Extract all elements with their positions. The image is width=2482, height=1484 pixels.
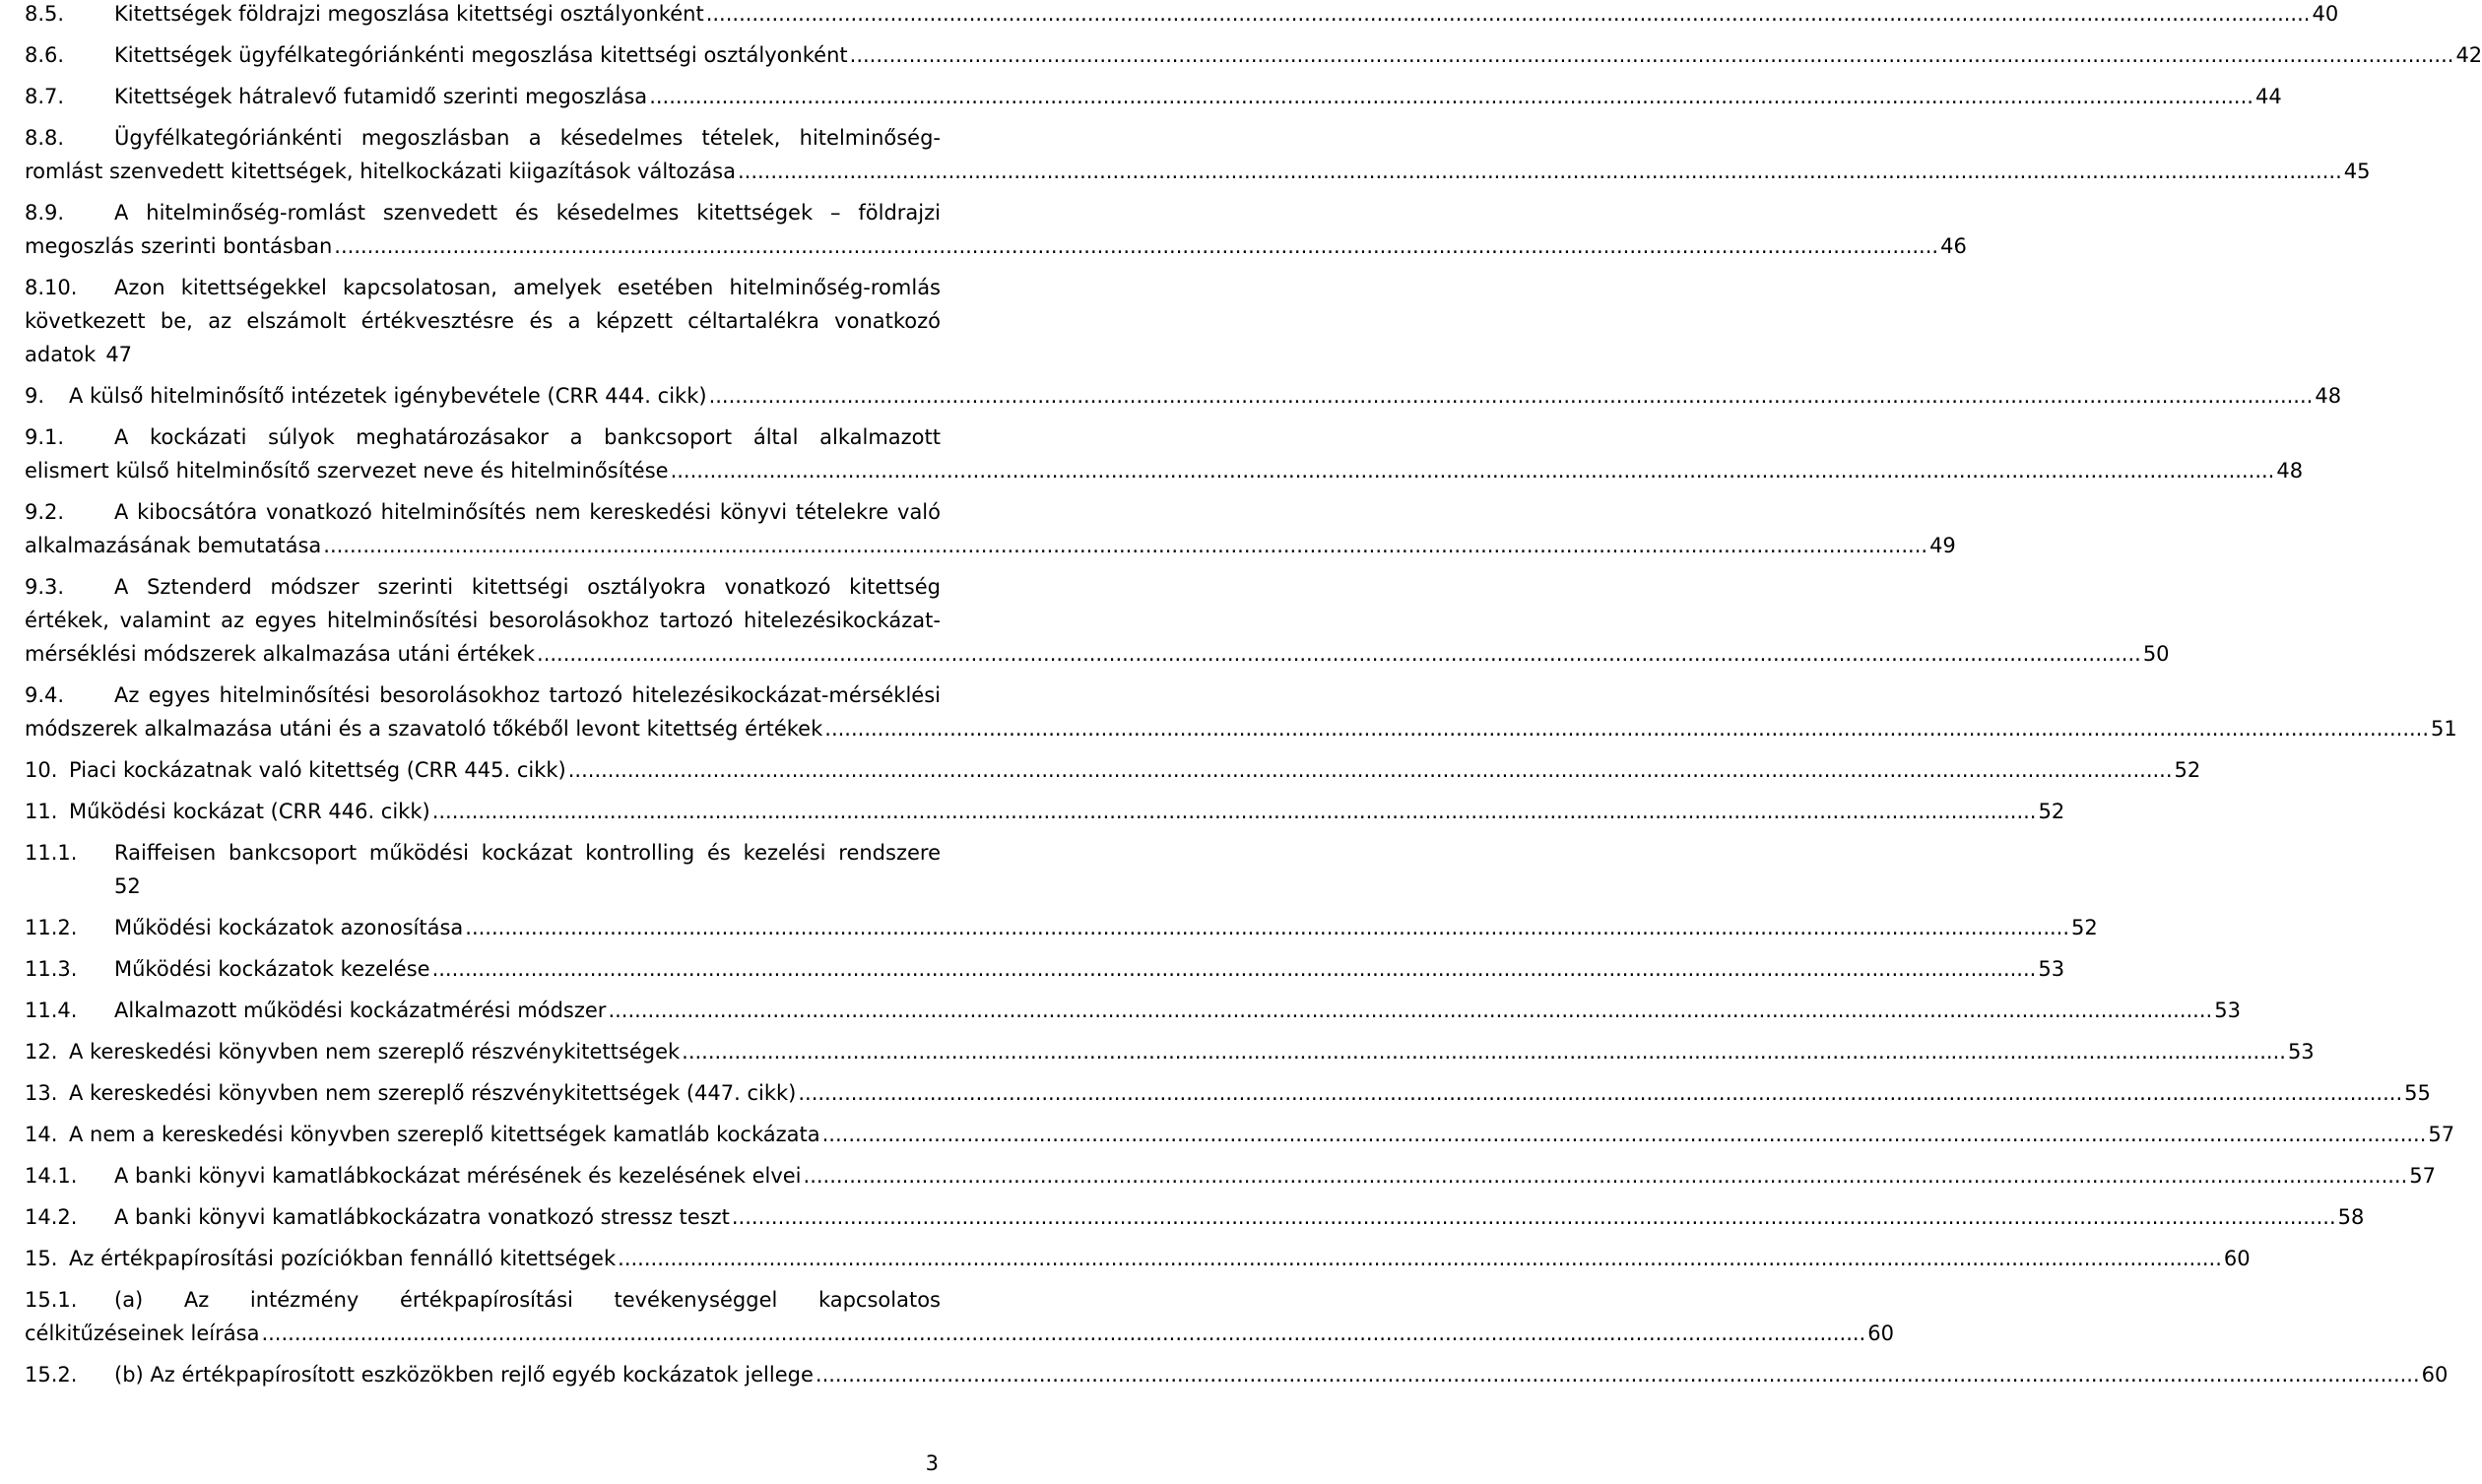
toc-title-line: A kockázati súlyok meghatározásakor a bankcsoport által alkalmazott xyxy=(114,425,941,449)
leader-dots xyxy=(804,1159,2408,1193)
toc-entry[interactable] xyxy=(25,836,941,903)
leader-dots xyxy=(738,155,2342,188)
toc-entry[interactable] xyxy=(25,495,1956,562)
toc-title-line: megoszlás szerinti bontásban xyxy=(25,234,333,258)
leader-dots xyxy=(334,229,1938,263)
toc-title-line: (a) Az intézmény értékpapírosítási tevékenységgel kapcsolatos xyxy=(114,1288,941,1312)
toc-page: 53 xyxy=(2287,1040,2315,1064)
leader-dots xyxy=(432,952,2037,986)
toc-page: 58 xyxy=(2337,1205,2365,1229)
toc-number: 11. xyxy=(25,800,58,823)
toc-number: 13. xyxy=(25,1081,58,1105)
toc-page: 50 xyxy=(2142,642,2170,666)
toc-entry[interactable] xyxy=(25,570,2170,671)
leader-dots xyxy=(709,379,2314,413)
toc-title: Az értékpapírosítási pozíciókban fennálló kitettségek xyxy=(69,1247,617,1270)
toc-title-line: értékek, valamint az egyes hitelminősítési besorolásokhoz tartozó hitelezésikockázat- xyxy=(25,609,941,632)
leader-dots xyxy=(822,1118,2427,1151)
toc-title: Működési kockázatok azonosítása xyxy=(114,916,464,939)
leader-dots xyxy=(537,637,2141,671)
toc-page: 52 xyxy=(114,874,141,898)
toc-number: 14. xyxy=(25,1123,58,1146)
toc-number: 11.3. xyxy=(25,957,78,981)
toc-entry[interactable] xyxy=(25,121,2371,188)
toc-title: Kitettségek földrajzi megoszlása kitettségi osztályonként xyxy=(114,2,704,26)
toc-number: 8.8. xyxy=(25,126,65,150)
leader-dots xyxy=(671,454,2275,487)
toc-title: A banki könyvi kamatlábkockázatra vonatkozó stressz teszt xyxy=(114,1205,730,1229)
toc-entry[interactable] xyxy=(25,753,2201,787)
toc-number: 15. xyxy=(25,1247,58,1270)
toc-entry[interactable] xyxy=(25,379,2342,413)
toc-title-line: következett be, az elszámolt értékvesztésre és a képzett céltartalékra vonatkozó xyxy=(25,309,941,333)
leader-dots xyxy=(732,1200,2336,1234)
toc-title-line: célkitűzéseinek leírása xyxy=(25,1322,260,1345)
toc-entry[interactable] xyxy=(25,38,2482,72)
toc-page: 52 xyxy=(2174,758,2201,782)
leader-dots xyxy=(608,994,2212,1027)
toc-entry[interactable] xyxy=(25,420,2304,487)
toc-number: 12. xyxy=(25,1040,58,1064)
toc-page: 60 xyxy=(2223,1247,2251,1270)
toc-page: 42 xyxy=(2455,43,2482,67)
toc-page: 60 xyxy=(1867,1322,1894,1345)
leader-dots xyxy=(432,795,2037,828)
toc-title: Alkalmazott működési kockázatmérési módszer xyxy=(114,999,607,1022)
toc-entry[interactable] xyxy=(25,1035,2315,1068)
toc-page: 46 xyxy=(1940,234,1967,258)
toc-entry[interactable] xyxy=(25,80,2282,113)
leader-dots xyxy=(816,1358,2420,1391)
toc-title-line: romlást szenvedett kitettségek, hitelkockázati kiigazítások változása xyxy=(25,160,736,183)
leader-dots xyxy=(323,529,1927,562)
toc-title: Kitettségek ügyfélkategóriánkénti megoszlása kitettségi osztályonként xyxy=(114,43,848,67)
leader-dots xyxy=(682,1035,2286,1068)
toc-page: 48 xyxy=(2315,384,2342,408)
toc-entry[interactable] xyxy=(25,911,2098,944)
toc-page: 49 xyxy=(1929,534,1956,557)
toc-entry[interactable] xyxy=(25,1283,1894,1350)
toc-number: 9.1. xyxy=(25,425,65,449)
toc-title-line: A Sztenderd módszer szerinti kitettségi osztályokra vonatkozó kitettség xyxy=(114,575,941,599)
toc-entry[interactable] xyxy=(25,0,2339,31)
toc-title: Működési kockázatok kezelése xyxy=(114,957,430,981)
toc-number: 14.2. xyxy=(25,1205,78,1229)
toc-page: 51 xyxy=(2431,717,2457,741)
toc-number: 10. xyxy=(25,758,58,782)
toc-entry[interactable] xyxy=(25,1076,2431,1110)
toc-title: A kereskedési könyvben nem szereplő részvénykitettségek xyxy=(69,1040,681,1064)
toc-page: 55 xyxy=(2404,1081,2431,1105)
toc-title-line: Ügyfélkategóriánkénti megoszlásban a késedelmes tételek, hitelminőség- xyxy=(114,126,941,150)
toc-entry[interactable] xyxy=(25,1118,2455,1151)
leader-dots xyxy=(465,911,2069,944)
toc-title-line: alkalmazásának bemutatása xyxy=(25,534,322,557)
toc-page: 44 xyxy=(2254,85,2282,108)
toc-page: 52 xyxy=(2038,800,2065,823)
toc-number: 8.10. xyxy=(25,276,78,299)
toc-entry[interactable] xyxy=(25,1159,2437,1193)
toc-title: A banki könyvi kamatlábkockázat mérésének és kezelésének elvei xyxy=(114,1164,802,1188)
toc-title: (b) Az értékpapírosított eszközökben rejlő egyéb kockázatok jellege xyxy=(114,1363,814,1387)
toc-number: 8.5. xyxy=(25,2,65,26)
toc-number: 9.4. xyxy=(25,683,65,707)
toc-entry[interactable] xyxy=(25,678,2457,745)
toc-title: Működési kockázat (CRR 446. cikk) xyxy=(69,800,430,823)
toc-number: 11.2. xyxy=(25,916,78,939)
toc-page: 52 xyxy=(2071,916,2098,939)
toc-title-line: elismert külső hitelminősítő szervezet neve és hitelminősítése xyxy=(25,459,669,483)
toc-number: 9.3. xyxy=(25,575,65,599)
table-of-contents xyxy=(25,0,2482,1387)
toc-number: 11.4. xyxy=(25,999,78,1022)
toc-entry[interactable] xyxy=(25,795,2065,828)
toc-page: 45 xyxy=(2343,160,2371,183)
toc-entry[interactable] xyxy=(25,1358,2449,1391)
leader-dots xyxy=(261,1317,1865,1350)
leader-dots xyxy=(798,1076,2402,1110)
toc-number: 15.2. xyxy=(25,1363,78,1387)
leader-dots xyxy=(706,0,2311,31)
toc-title: A kereskedési könyvben nem szereplő részvénykitettségek (447. cikk) xyxy=(69,1081,797,1105)
toc-entry[interactable] xyxy=(25,1200,2365,1234)
toc-page: 57 xyxy=(2409,1164,2437,1188)
toc-page: 48 xyxy=(2276,459,2304,483)
toc-entry[interactable] xyxy=(25,1242,2251,1275)
leader-dots xyxy=(618,1242,2222,1275)
toc-title: A külső hitelminősítő intézetek igénybevétele (CRR 444. cikk) xyxy=(69,384,707,408)
toc-number: 14.1. xyxy=(25,1164,78,1188)
toc-page: 57 xyxy=(2428,1123,2455,1146)
toc-number: 9. xyxy=(25,384,45,408)
leader-dots xyxy=(850,38,2454,72)
toc-number: 8.6. xyxy=(25,43,65,67)
toc-page: 53 xyxy=(2214,999,2241,1022)
toc-number: 8.9. xyxy=(25,201,65,225)
toc-title-line: módszerek alkalmazása utáni és a szavatoló tőkéből levont kitettség értékek xyxy=(25,717,823,741)
toc-entry[interactable] xyxy=(25,196,1967,263)
toc-number: 8.7. xyxy=(25,85,65,108)
leader-dots xyxy=(649,80,2253,113)
toc-page: 40 xyxy=(2312,2,2339,26)
toc-title-line: adatok xyxy=(25,343,97,366)
toc-entry[interactable] xyxy=(25,271,941,371)
toc-title-line: Az egyes hitelminősítési besorolásokhoz tartozó hitelezésikockázat-mérséklési xyxy=(114,683,941,707)
toc-page: 60 xyxy=(2421,1363,2449,1387)
leader-dots xyxy=(824,712,2429,745)
toc-number: 11.1. xyxy=(25,841,78,865)
toc-title-line: mérséklési módszerek alkalmazása utáni értékek xyxy=(25,642,536,666)
toc-title-line: A hitelminőség-romlást szenvedett és késedelmes kitettségek – földrajzi xyxy=(114,201,941,225)
toc-title: Piaci kockázatnak való kitettség (CRR 445. cikk) xyxy=(69,758,566,782)
toc-number: 9.2. xyxy=(25,500,65,524)
toc-title: A nem a kereskedési könyvben szereplő kitettségek kamatláb kockázata xyxy=(69,1123,820,1146)
leader-dots xyxy=(568,753,2173,787)
toc-number: 15.1. xyxy=(25,1288,78,1312)
toc-entry[interactable] xyxy=(25,952,2065,986)
toc-page: 53 xyxy=(2038,957,2065,981)
toc-title-line: Azon kitettségekkel kapcsolatosan, amelyek esetében hitelminőség-romlás xyxy=(114,276,941,299)
toc-entry[interactable] xyxy=(25,994,2241,1027)
toc-page: 47 xyxy=(105,343,133,366)
page-number: 3 xyxy=(925,1452,939,1475)
toc-title: Kitettségek hátralevő futamidő szerinti megoszlása xyxy=(114,85,648,108)
toc-title-line: Raiffeisen bankcsoport működési kockázat kontrolling és kezelési rendszere xyxy=(114,841,941,865)
toc-title-line: A kibocsátóra vonatkozó hitelminősítés nem kereskedési könyvi tételekre való xyxy=(114,500,941,524)
